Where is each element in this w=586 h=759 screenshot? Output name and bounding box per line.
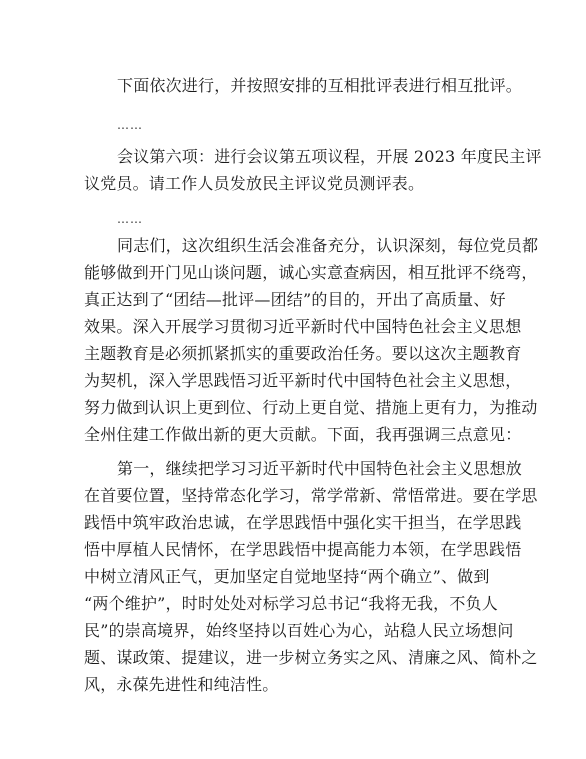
text-line: 风，永葆先进性和纯洁性。 [84,675,279,694]
text-line: 民”的崇高境界，始终坚持以百姓心为心，站稳人民立场想问 [84,621,514,640]
text-line: 践悟中筑牢政治忠诚，在学思践悟中强化实干担当，在学思践 [84,513,522,532]
text-line: 第一，继续把学习习近平新时代中国特色社会主义思想放 [117,459,523,478]
paragraph-mutual-criticism [117,72,523,99]
text-line: 题、谋政策、提建议，进一步树立务实之风、清廉之风、简朴之 [84,648,538,667]
text-line: 努力做到认识上更到位、行动上更自觉、措施上更有力，为推动 [84,398,538,417]
paragraph-summary [84,232,539,448]
text-line: 效果。深入开展学习贯彻习近平新时代中国特色社会主义思想 [84,317,522,336]
text-line: 真正达到了“团结—批评—团结”的目的，开出了高质量、好 [84,290,506,309]
text-line: 主题教育是必须抓紧抓实的重要政治任务。要以这次主题教育 [84,344,522,363]
text-line: 议党员。请工作人员发放民主评议党员测评表。 [84,174,425,193]
text-line: 能够做到开门见山谈问题，诚心实意查病因，相互批评不绕弯， [84,263,538,282]
text-line: 下面依次进行，并按照安排的互相批评表进行相互批评。 [117,76,523,95]
paragraph-item-six [84,143,542,197]
text-line: 同志们，这次组织生活会准备充分，认识深刻，每位党员都 [117,236,539,255]
ellipsis: …… [117,212,143,226]
text-line: “两个维护”，时时处处对标学习总书记“我将无我，不负人 [84,594,498,613]
text-line: 在首要位置，坚持常态化学习，常学常新、常悟常进。要在学思 [84,486,538,505]
text-line: 会议第六项：进行会议第五项议程，开展 2023 年度民主评 [117,147,542,166]
text-line: 中树立清风正气，更加坚定自觉地坚持“两个确立”、做到 [84,567,490,586]
text-line: 为契机，深入学思践悟习近平新时代中国特色社会主义思想， [84,371,522,390]
text-line: 悟中厚植人民情怀，在学思践悟中提高能力本领，在学思践悟 [84,540,522,559]
text-line: 全州住建工作做出新的更大贡献。下面，我再强调三点意见： [84,425,522,444]
paragraph-point-one [84,455,538,698]
ellipsis: …… [117,118,143,132]
